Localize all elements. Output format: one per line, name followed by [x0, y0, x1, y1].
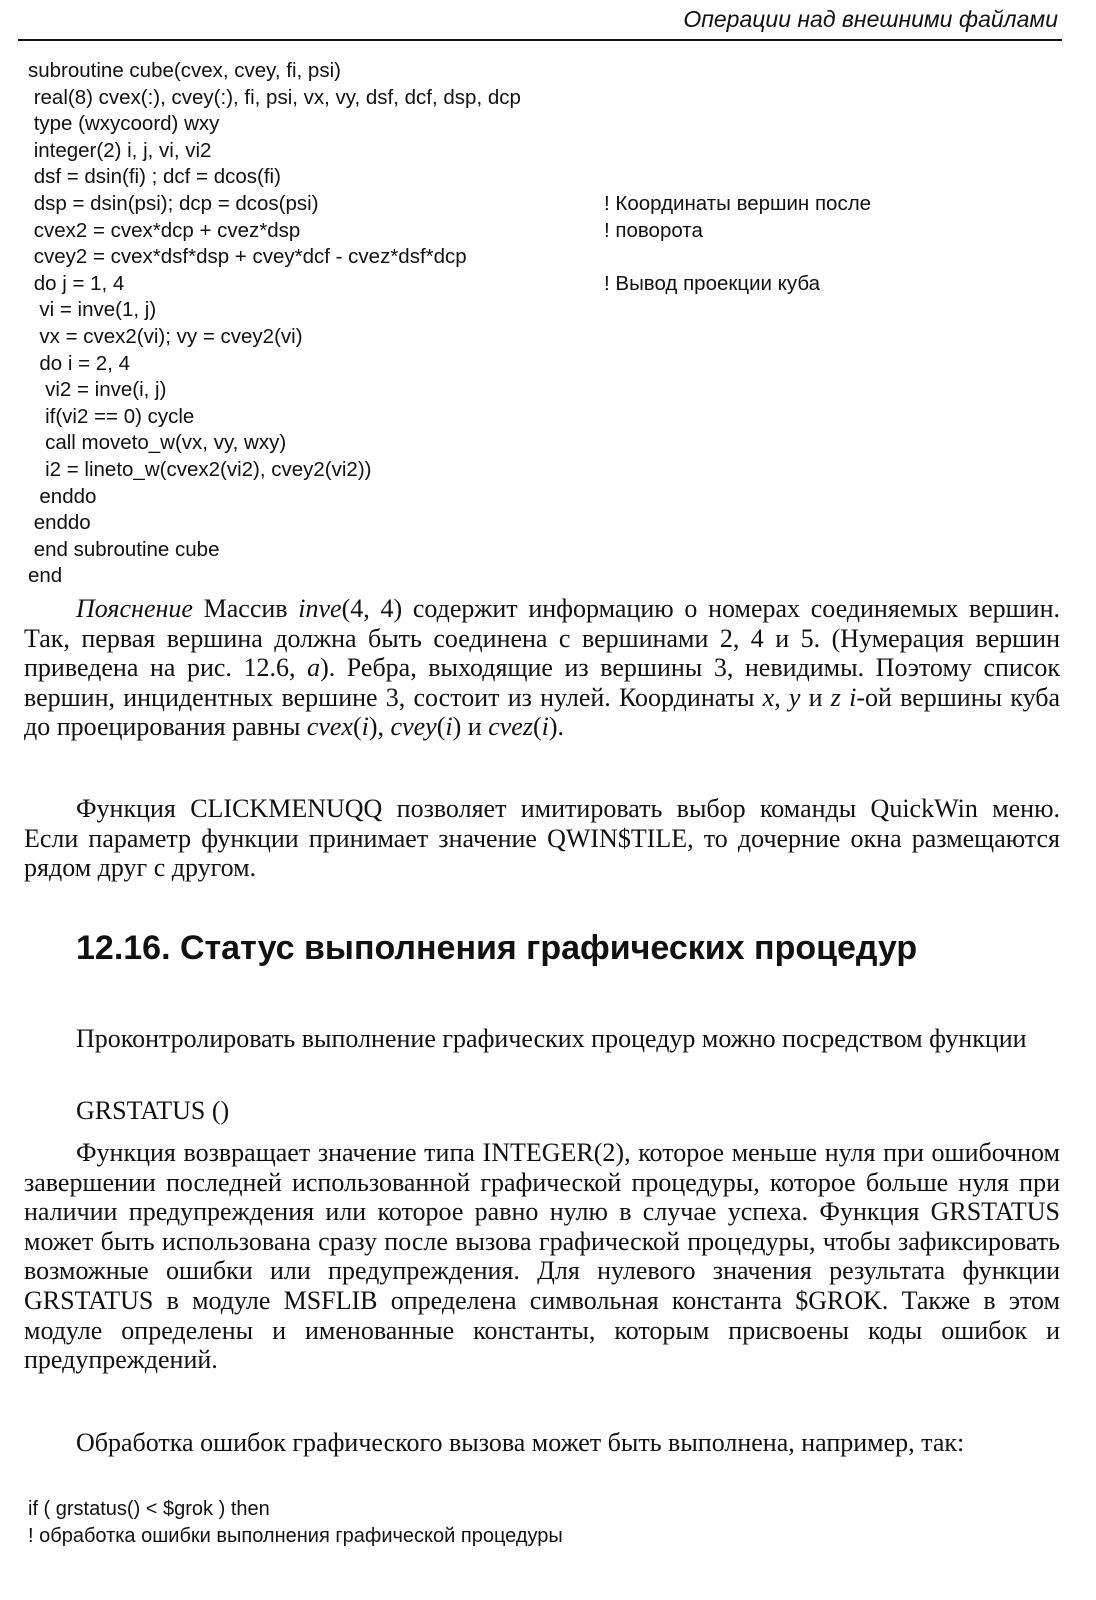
function-signature: GRSTATUS (): [76, 1096, 230, 1125]
running-header: Операции над внешними файлами: [683, 6, 1058, 32]
code-text: i2 = lineto_w(cvex2(vi2), cvey2(vi2)): [28, 457, 372, 481]
code-comment: ! Координаты вершин после: [604, 191, 872, 215]
code-line: [28, 484, 1068, 511]
code-text: enddo: [28, 511, 91, 535]
code-line: [28, 297, 1068, 324]
code-line: [28, 164, 1068, 191]
code-text: do i = 2, 4: [28, 351, 130, 375]
code-line: [28, 244, 1068, 271]
code-line: [28, 404, 1068, 431]
code-line: [28, 457, 1068, 484]
code-text: dsp = dsin(psi); dcp = dcos(psi): [28, 191, 319, 215]
explanation-paragraph: Пояснение Массив inve(4, 4) содержит информацию о номерах соединяемых вершин. Так, первая вершина должна быть соединена с вершинами 2, 4 и 5. (Нумерация вершин приведена на рис. 12.6, а). Ребра, выходящие из вершины 3, невидимы. Поэтому список вершин, инцидентных вершине 3, состоит из нулей. Координаты x, y и z i-ой вершины куба до проецирования равны cvex(i), cvey(i) и cvez(i).: [24, 594, 1061, 742]
handling-paragraph: Обработка ошибок графического вызова может быть выполнена, например, так:: [76, 1428, 965, 1457]
code-text: vx = cvex2(vi); vy = cvey2(vi): [28, 324, 303, 348]
returns-paragraph: Функция возвращает значение типа INTEGER(2), которое меньше нуля при ошибочном завершении последней использованной графической процедуры, которое больше нуля при наличии предупреждения или которое равно нулю в случае успеха. Функция GRSTATUS может быть использована сразу после вызова графической процедуры, чтобы зафиксировать возможные ошибки или предупреждения. Для нулевого значения результата функции GRSTATUS в модуле MSFLIB определена символьная константа $GROK. Также в этом модуле определены и именованные константы, которым присвоены коды ошибок и предупреждений.: [24, 1138, 1060, 1375]
code-text: vi2 = inve(i, j): [28, 378, 167, 402]
code-text: type (wxycoord) wxy: [28, 112, 220, 136]
code-text: real(8) cvex(:), cvey(:), fi, psi, vx, vy, dsf, dcf, dsp, dcp: [28, 85, 521, 109]
code-line: [28, 510, 1068, 537]
code-line: [28, 111, 1068, 138]
code-line: [28, 271, 1068, 298]
example-code: [28, 1496, 563, 1550]
code-text: cvex2 = cvex*dcp + cvez*dsp: [28, 218, 301, 242]
code-line: [28, 351, 1068, 378]
code-listing: [28, 58, 1068, 590]
code-line: [28, 191, 1068, 218]
code-line: [28, 430, 1068, 457]
code-line: [28, 85, 1068, 112]
code-line: [28, 218, 1068, 245]
code-line: [28, 537, 1068, 564]
section-heading: 12.16. Статус выполнения графических процедур: [76, 929, 918, 967]
code-text: integer(2) i, j, vi, vi2: [28, 138, 212, 162]
example-code-line: ! обработка ошибки выполнения графической процедуры: [28, 1525, 563, 1547]
code-line: [28, 138, 1068, 165]
code-text: enddo: [28, 484, 97, 508]
code-text: end: [28, 564, 63, 588]
code-text: vi = inve(1, j): [28, 298, 157, 322]
code-text: subroutine cube(cvex, cvey, fi, psi): [28, 59, 341, 82]
header-divider: [18, 39, 1062, 41]
code-comment: ! поворота: [604, 218, 703, 242]
code-line: [28, 377, 1068, 404]
code-text: cvey2 = cvex*dsf*dsp + cvey*dcf - cvez*dsf*dcp: [28, 245, 467, 269]
code-text: if(vi2 == 0) cycle: [28, 404, 195, 428]
code-line: [28, 324, 1068, 351]
code-text: call moveto_w(vx, vy, wxy): [28, 431, 287, 455]
code-comment: ! Вывод проекции куба: [604, 271, 821, 295]
code-text: dsf = dsin(fi) ; dcf = dcos(fi): [28, 165, 281, 189]
clickmenu-paragraph: Функция CLICKMENUQQ позволяет имитировать выбор команды QuickWin меню. Если параметр функции принимает значение QWIN$TILE, то дочерние окна размещаются рядом друг с другом.: [24, 794, 1060, 883]
code-text: end subroutine cube: [28, 537, 220, 561]
control-paragraph: Проконтролировать выполнение графических процедур можно посредством функции: [76, 1024, 1027, 1053]
code-line: [28, 58, 1068, 85]
example-code-line: if ( grstatus() < $grok ) then: [28, 1498, 270, 1520]
code-line: [28, 563, 1068, 590]
code-text: do j = 1, 4: [28, 271, 125, 295]
